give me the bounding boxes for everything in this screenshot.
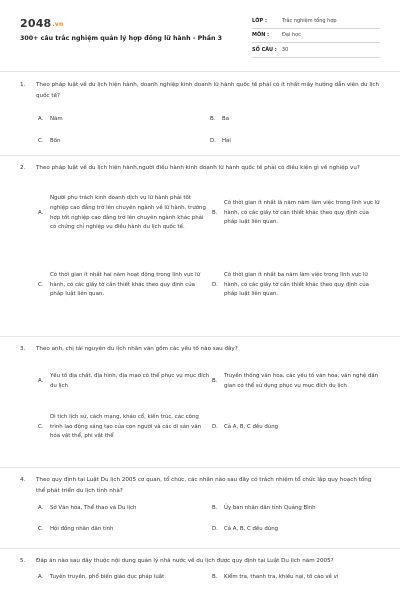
question-body: Đáp án nào sau đây thuộc nội dung quản lý nhà nước về du lịch được quy định tại Luật Du lịch năm 2005? [36,558,334,564]
option-key: B. [212,209,218,216]
option-key: C. [38,281,44,288]
document-title: 300+ câu trắc nghiệm quản lý hợp đồng lữ hành - Phần 3 [20,35,223,42]
option-key: A. [38,116,44,122]
option-key: B. [212,573,218,580]
options [38,355,382,465]
question-text [20,80,382,101]
option-key: C. [38,423,44,430]
option-b[interactable] [212,184,384,244]
question-number: 4. [20,477,26,483]
question-4 [20,475,382,542]
question-number: 3. [20,346,26,352]
option-key: C. [38,138,44,144]
question-number: 5. [20,558,26,564]
question-text [20,344,382,355]
option-key: C. [38,526,44,532]
option-text: Tuyên truyền, phổ biến giáo dục pháp luật [50,573,165,580]
meta-key: LỚP : [252,17,267,24]
question-body: Theo quy định tại Luật Du lịch 2005 cơ quan, tổ chức, các nhân nào sau đây có trách nhiệm tổ chức lập quy hoạch tổng thể phát triển du lịch tỉnh nhà? [36,477,372,494]
options [38,174,382,314]
option-text: Ba [222,116,230,122]
meta-key: MÔN : [252,32,270,39]
option-c[interactable] [38,407,210,449]
question-body: Theo pháp luật về du lịch hiện hành, doanh nghiệp kinh doanh lữ hành quốc tế phải có ít nhất mấy hướng dẫn viên du lịch quốc tế? [36,82,380,99]
option-d[interactable] [212,407,384,449]
option-a[interactable] [38,115,208,125]
option-text: Yếu tố địa chất, địa hình, địa mạo có thể phục vụ mục đích du lịch [50,372,210,389]
meta-key: SỐ CÂU : [252,46,277,53]
option-text: Cả A, B, C đều đúng [224,423,279,430]
option-d[interactable] [212,266,384,306]
option-text: Truyền thống văn hóa, các yếu tố văn hóa, văn nghệ dân gian có thể sử dụng phục vụ mục đích du lịch [224,372,379,389]
option-text: Sở Văn hóa, Thể thao và Du lịch [50,505,137,511]
option-c[interactable] [38,525,210,535]
meta-row-class [252,14,380,29]
logo-suffix: .vn [52,21,64,28]
option-text: Kiểm tra, thanh tra, khiếu nại, tố cáo về vi [224,573,339,580]
question-1 [20,80,382,145]
document-header [0,0,400,70]
option-text: Hai [222,138,231,144]
option-c[interactable] [38,266,210,306]
option-b[interactable] [212,573,384,583]
meta-value: 30 [282,46,289,53]
option-text: Bốn [50,138,61,144]
question-text [20,475,382,496]
site-logo[interactable] [20,17,63,30]
option-b[interactable] [210,115,380,125]
question-3 [20,344,382,465]
option-key: B. [210,116,216,122]
option-b[interactable] [212,504,384,514]
option-text: Có thời gian ít nhất là năm năm làm việc trong lĩnh vực lữ hành, có các giấy tờ căn thiết khác theo quy định của pháp luật liên quan. [224,200,380,226]
option-text: Người phụ trách kinh doanh dịch vụ lữ hành phải tốt nghiệp cao đẳng trở lên chuyên ngành về lữ hành, trường hợp tốt nghiệp cao đẳng trở lên chuyên ngành khác phải có chứng chỉ nghiệp vụ điều hành du lịch quốc tế. [50,195,206,231]
meta-row-subject [252,29,380,44]
option-key: D. [212,281,218,288]
document-meta [252,14,380,58]
question-separator [0,467,400,468]
option-text: Có thời gian ít nhất ba năm làm việc trong lĩnh vực lữ hành, có các giấy tờ cần thiết khác theo quy định của pháp luật liên quan. [224,272,369,298]
option-key: D. [212,526,218,532]
option-key: B. [212,505,218,511]
question-body: Theo anh, chị tài nguyên du lịch nhân văn gồm các yếu tố nào sau đây? [36,346,238,352]
option-d[interactable] [210,137,380,147]
meta-row-count [252,43,380,58]
option-key: A. [38,377,44,384]
option-d[interactable] [212,525,384,535]
option-text: Ủy ban nhân dân tỉnh Quảng Bình [224,505,316,511]
option-key: A. [38,573,44,580]
question-separator [0,155,400,156]
question-text [20,556,382,567]
option-b[interactable] [212,367,384,397]
option-text: Có thời gian ít nhất hai năm hoạt động trong lĩnh vực lữ hành, có các giấy tờ cần thiết khác theo quy định của pháp luật liên quan. [50,272,200,298]
option-text: Năm [50,116,63,122]
question-number: 2. [20,165,26,171]
option-a[interactable] [38,504,210,514]
option-key: B. [212,377,218,384]
meta-value: Trắc nghiệm tổng hợp [282,17,337,24]
option-text: Hội đồng nhân dân tỉnh [50,526,114,532]
option-a[interactable] [38,573,210,583]
question-5 [20,556,382,587]
header-divider [0,71,400,72]
options [38,496,382,542]
option-key: D. [210,138,216,144]
meta-value: Đại học [282,32,301,39]
option-a[interactable] [38,184,210,244]
question-text [20,163,382,174]
option-text: Di tích lịch sử, cách mạng, khảo cổ, kiến trúc, các công trình lao động sáng tạo của con người và các di sản văn hóa vật thể, phi vật thể [50,414,202,440]
option-a[interactable] [38,369,210,395]
logo-text: 2048 [20,17,52,30]
options [38,101,382,145]
question-separator [0,548,400,549]
question-body: Theo pháp luật về du lịch hiện hành,người điều hành kinh doanh lữ hành quốc tế phải có điều kiện gì về nghiệp vụ? [36,165,360,171]
question-2 [20,163,382,314]
option-key: D. [212,423,218,430]
option-key: A. [38,209,44,216]
option-c[interactable] [38,137,208,147]
option-text: Cả A, B, C đều đúng [224,526,279,532]
options [38,567,382,587]
option-key: A. [38,505,44,511]
question-number: 1. [20,82,26,88]
question-separator [0,336,400,337]
